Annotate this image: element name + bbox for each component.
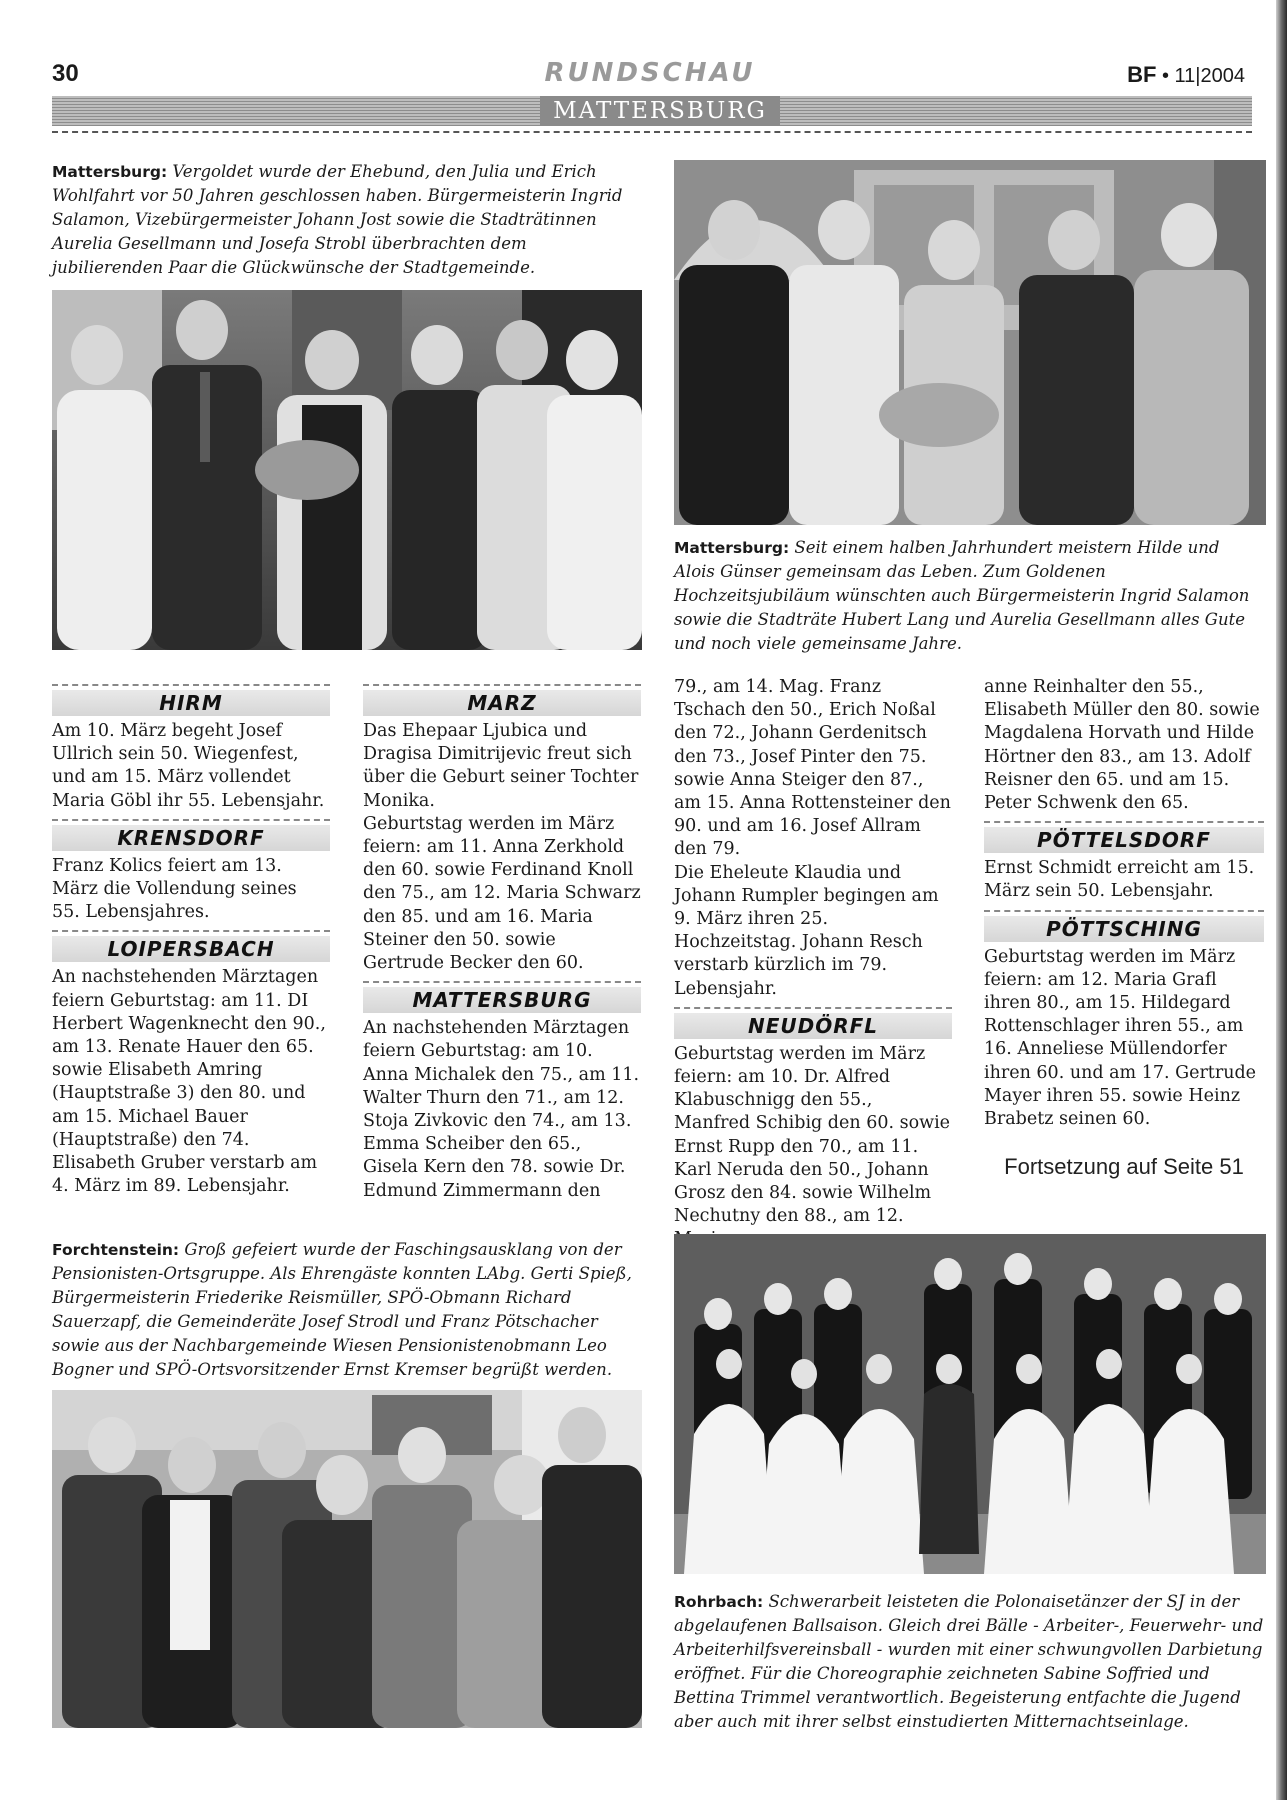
- article-mattersburg-cont-2: Die Eheleute Klaudia und Johann Rumpler begingen am 9. März ihren 25. Hochzeitstag. Johann Resch verstarb kürzlich im 79. Lebensjahr.: [674, 862, 939, 999]
- section-heading: [52, 819, 330, 851]
- section-heading: [984, 821, 1264, 853]
- photo-rohrbach-polonaise: [674, 1234, 1266, 1574]
- article-krensdorf: Franz Kolics feiert am 13. März die Vollendung seines 55. Lebensjahres.: [52, 855, 297, 923]
- section-heading: [52, 684, 330, 716]
- article-pottelsdorf: Ernst Schmidt erreicht am 15. März sein 50. Lebensjahr.: [984, 858, 1255, 902]
- issue-info: [1127, 62, 1245, 88]
- section-heading: [363, 684, 641, 716]
- heading-hirm: HIRM: [52, 690, 330, 716]
- caption-text: Schwerarbeit leisteten die Polonaisetänzer der SJ in der abgelaufenen Ballsaison. Gleich drei Bälle - Arbeiter-, Feuerwehr- und Arbeiterhilfsvereinsball - wurden mit einer schwungvollen Darbietung eröffnet. Für die Choreographie zeichneten Sabine Soffried und Bettina Trimmel verantwortlich. Begeisterung entfachte die Jugend aber auch mit ihrer selbst einstudierten Mitternachtseinlage.: [674, 1592, 1264, 1731]
- article-hirm: Am 10. März begeht Josef Ullrich sein 50. Wiegenfest, und am 15. März vollendet Maria Göbl ihr 55. Lebensjahr.: [52, 721, 325, 811]
- article-neudorfl-cont: anne Reinhalter den 55., Elisabeth Müller den 80. sowie Magdalena Horvath und Hilde Hörtner den 83., am 13. Adolf Reisner den 65. und am 15. Peter Schwenk den 65.: [984, 677, 1260, 814]
- article-marz: Das Ehepaar Ljubica und Dragisa Dimitrijevic freut sich über die Geburt seiner Tochter Monika.: [363, 721, 639, 811]
- caption-top-left: [52, 160, 640, 280]
- page-edge-shadow: [1276, 0, 1287, 1800]
- issue-number: 11|2004: [1174, 65, 1245, 87]
- header-divider: [52, 131, 1252, 133]
- brand: BF: [1127, 62, 1157, 87]
- column-4: [984, 676, 1264, 1178]
- continued-note: Fortsetzung auf Seite 51: [1004, 1154, 1244, 1180]
- heading-krensdorf: KRENSDORF: [52, 825, 330, 851]
- heading-mattersburg: MATTERSBURG: [363, 987, 641, 1013]
- article-marz-2: Geburtstag werden im März feiern: am 11. Anna Zerkhold den 60. sowie Ferdinand Knoll den 75., am 12. Maria Schwarz den 85. und am 16. Maria Steiner den 50. sowie Gertrude Becker den 60.: [363, 813, 641, 974]
- heading-pottsching: PÖTTSCHING: [984, 916, 1264, 942]
- section-heading: [363, 981, 641, 1013]
- heading-loipersbach: LOIPERSBACH: [52, 936, 330, 962]
- column-3: [674, 676, 952, 1252]
- caption-place: Rohrbach:: [674, 1593, 764, 1611]
- photo-guenser-couple: [674, 160, 1266, 525]
- article-loipersbach: An nachstehenden Märztagen feiern Geburtstag: am 11. DI Herbert Wagenknecht den 90., am 13. Renate Hauer den 65. sowie Elisabeth Amring (Hauptstraße 3) den 80. und am 15. Michael Bauer (Hauptstraße) den 74.: [52, 967, 326, 1150]
- column-2: [363, 678, 641, 1203]
- caption-text: Vergoldet wurde der Ehebund, den Julia und Erich Wohlfahrt vor 50 Jahren geschlossen haben. Bürgermeisterin Ingrid Salamon, Vizebürgermeister Johann Jost sowie die Stadträtinnen Aurelia Gesellmann und Josefa Strobl überbrachten dem jubilierenden Paar die Glückwünsche der Stadtgemeinde.: [52, 162, 623, 277]
- bullet: •: [1161, 65, 1169, 87]
- caption-place: Mattersburg:: [674, 539, 790, 557]
- section-heading: [984, 910, 1264, 942]
- column-1: [52, 678, 330, 1198]
- article-pottsching: Geburtstag werden im März feiern: am 12. Maria Grafl ihren 80., am 15. Hildegard Rottenschlager ihren 55., am 16. Anneliese Müllendorfer ihren 60. und am 17. Gertrude Mayer ihren 55. sowie Heinz Brabetz seinen 60.: [984, 946, 1257, 1130]
- masthead: RUNDSCHAU: [544, 58, 756, 88]
- page-number: 30: [52, 60, 79, 87]
- caption-text: Groß gefeiert wurde der Faschingsausklang von der Pensionisten-Ortsgruppe. Als Ehrengäste konnten LAbg. Gerti Spieß, Bürgermeisterin Friederike Reismüller, SPÖ-Obmann Richard Sauerzapf, die Gemeinderäte Josef Strodl und Franz Pötschacher sowie aus der Nachbargemeinde Wiesen Pensionistenobmann Leo Bogner und SPÖ-Ortsvorsitzender Ernst Kremser begrüßt werden.: [52, 1240, 632, 1379]
- section-heading: [674, 1007, 952, 1039]
- section-heading: [52, 930, 330, 962]
- caption-place: Mattersburg:: [52, 163, 168, 181]
- caption-text: Seit einem halben Jahrhundert meistern Hilde und Alois Günser gemeinsam das Leben. Zum Goldenen Hochzeitsjubiläum wünschten auch Bürgermeisterin Ingrid Salamon sowie die Stadträte Hubert Lang und Aurelia Gesellmann alles Gute und noch viele gemeinsame Jahre.: [674, 538, 1250, 653]
- article-mattersburg-cont: 79., am 14. Mag. Franz Tschach den 50., Erich Noßal den 72., Johann Gerdenitsch den 73., Josef Pinter den 75. sowie Anna Steiger den 87., am 15. Anna Rottensteiner den 90. und am 16. Josef Allram den 79.: [674, 677, 951, 860]
- caption-bottom-right: [674, 1590, 1264, 1734]
- photo-wohlfahrt-couple: [52, 290, 642, 650]
- article-mattersburg: An nachstehenden Märztagen feiern Geburtstag: am 10. Anna Michalek den 75., am 11. Walter Thurn den 71., am 12. Stoja Zivkovic den 74., am 13. Emma Scheiber den 65., Gisela Kern den 78. sowie Dr. Edmund Zimmermann den: [363, 1018, 640, 1201]
- photo-forchtenstein-group: [52, 1390, 642, 1728]
- heading-marz: MARZ: [363, 690, 641, 716]
- section-title: MATTERSBURG: [540, 96, 780, 126]
- article-neudorfl: Geburtstag werden im März feiern: am 10. Dr. Alfred Klabuschnigg den 55., Manfred Schibig den 60. sowie Ernst Rupp den 70., am 11. Karl Neruda den 50., Johann Grosz den 84. sowie Wilhelm Nechutny den 88., am 12.: [674, 1043, 951, 1227]
- caption-top-right: [674, 536, 1264, 656]
- caption-bottom-left: [52, 1238, 642, 1382]
- heading-neudorfl: NEUDÖRFL: [674, 1013, 952, 1039]
- caption-place: Forchtenstein:: [52, 1241, 180, 1259]
- article-loipersbach-2: Elisabeth Gruber verstarb am 4. März im 89. Lebensjahr.: [52, 1153, 318, 1197]
- heading-pottelsdorf: PÖTTELSDORF: [984, 827, 1264, 853]
